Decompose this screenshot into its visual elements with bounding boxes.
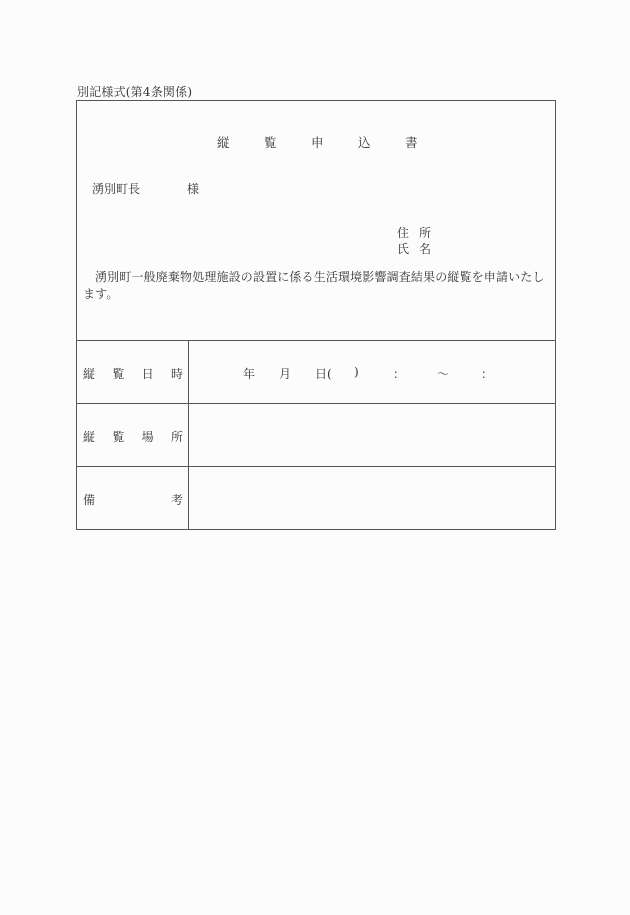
name-field[interactable] [441,241,541,257]
name-label-char: 氏 [397,242,410,256]
request-statement: 湧別町一般廃棄物処理施設の設置に係る生活環境影響調査結果の縦覧を申請いたします。 [83,270,545,301]
year-label: 年 [243,367,256,381]
range-tilde: ～ [437,367,450,381]
address-label-char: 所 [419,226,432,240]
row-label [83,491,183,508]
label-char: 覧 [112,367,125,381]
label-char: 日 [141,367,154,381]
month-label: 月 [279,367,292,381]
honorific: 様 [187,182,200,196]
address-field[interactable] [441,225,541,241]
applicant-block [397,225,541,257]
day-label: 日( [315,367,332,381]
address-row [397,225,541,241]
address-label-char: 住 [397,226,410,240]
label-char: 備 [83,493,96,507]
end-time-colon: ： [481,367,494,381]
row-label-cell [77,404,189,466]
title-char: 込 [358,135,371,150]
table-row-remarks [77,467,555,529]
row-label [83,365,183,382]
form-title [77,133,555,149]
label-char: 縦 [83,367,96,381]
form-header-section [77,101,555,341]
label-char: 時 [170,367,183,381]
title-char: 縦 [217,135,230,150]
addressee: 湧別町長 [92,182,141,196]
remarks-field[interactable] [189,467,555,529]
inspection-place-field[interactable] [189,404,555,466]
application-form [76,100,556,530]
name-row [397,241,541,257]
label-char: 考 [170,493,183,507]
row-label-cell [77,341,189,403]
weekday-close: ) [354,365,359,379]
label-char: 縦 [83,430,96,444]
start-time-colon: ： [393,367,406,381]
form-caption: 別記様式(第4条関係) [77,85,193,99]
title-char: 申 [311,135,324,150]
row-label-cell [77,467,189,529]
inspection-datetime-field[interactable] [189,341,555,403]
label-char: 場 [141,430,154,444]
label-char: 所 [170,430,183,444]
table-row-inspection-datetime [77,341,555,404]
title-char: 書 [405,135,418,150]
row-label [83,428,183,445]
table-row-inspection-place [77,404,555,467]
label-char: 覧 [112,430,125,444]
name-label-char: 名 [419,242,432,256]
title-char: 覧 [264,135,277,150]
